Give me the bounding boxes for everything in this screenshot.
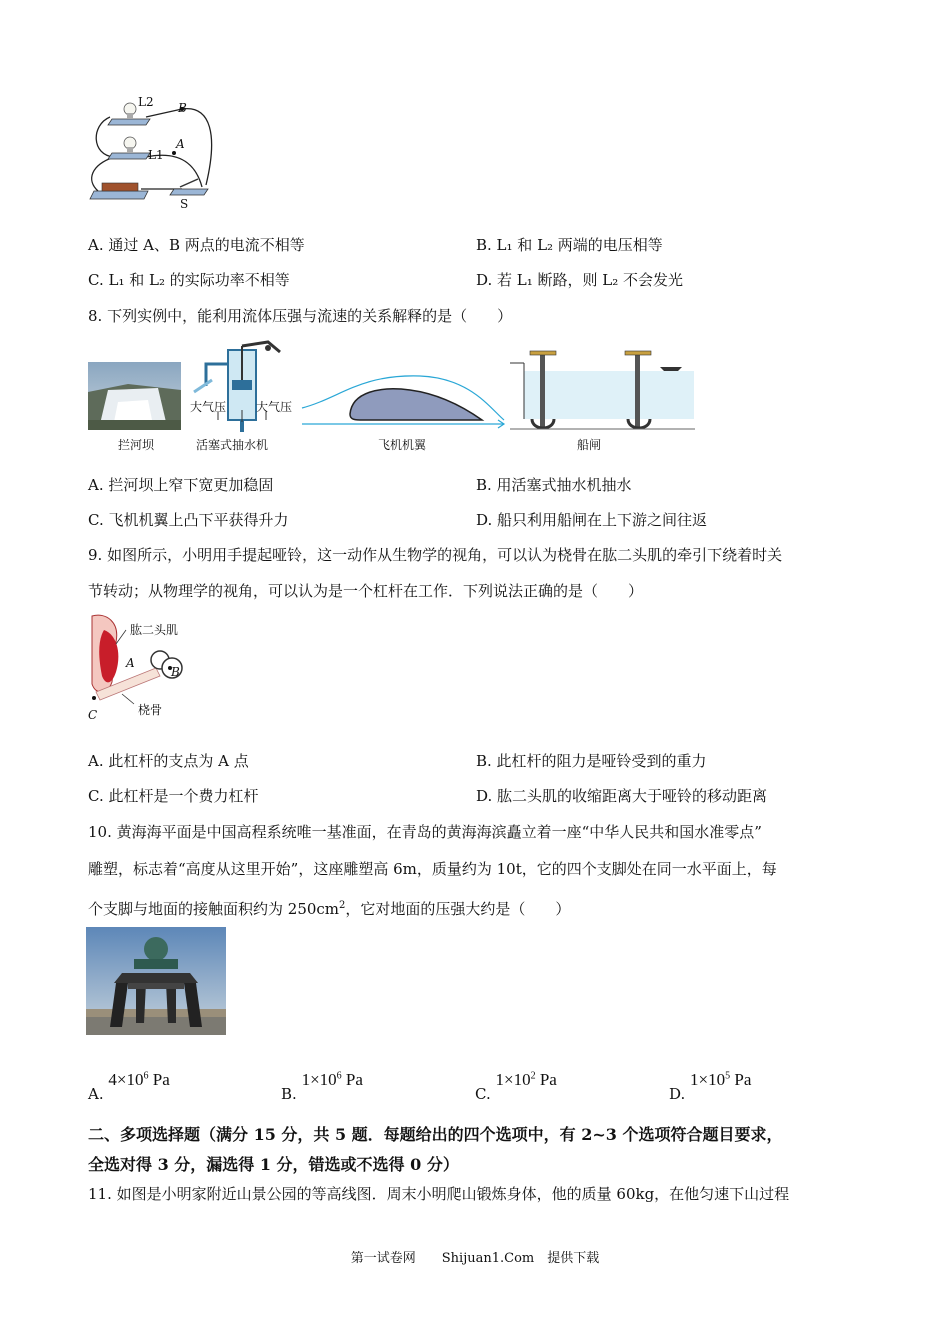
label-pump: 活塞式抽水机: [196, 438, 269, 452]
q7-option-b: B. L₁ 和 L₂ 两端的电压相等: [476, 236, 663, 254]
label-point-b: B: [171, 665, 180, 679]
q8-option-d: D. 船只利用船闸在上下游之间往返: [476, 511, 708, 529]
q9-stem-line2: 节转动；从物理学的视角，可以认为是一个杠杆在工作．下列说法正确的是（ ）: [88, 582, 644, 600]
label-l1: L1: [148, 148, 164, 162]
q8-option-b: B. 用活塞式抽水机抽水: [476, 476, 632, 494]
q9-option-a: A. 此杠杆的支点为 A 点: [88, 752, 249, 770]
q10-stem-line2: 雕塑，标志着“高度从这里开始”，这座雕塑高 6m，质量约为 10t，它的四个支脚处在同一水平面上，每: [88, 860, 777, 878]
label-b: B: [178, 101, 187, 115]
page-footer: 第一试卷网 Shijuan1.Com 提供下载: [350, 1251, 600, 1266]
q7-option-c: C. L₁ 和 L₂ 的实际功率不相等: [88, 271, 290, 289]
q10-stem-line3-post: ，它对地面的压强大约是（ ）: [345, 900, 571, 918]
section2-heading-line1: 二、多项选择题（满分 15 分，共 5 题．每题给出的四个选项中，有 2~3 个选项符合题目要求，: [88, 1125, 783, 1144]
q10-option-a: A. $4\times 10^6$ Pa: [88, 1069, 170, 1103]
label-atm-right: 大气压: [256, 400, 293, 414]
label-point-c: C: [88, 708, 98, 722]
label-lock: 船闸: [577, 438, 602, 452]
label-muscle: 肱二头肌: [130, 623, 179, 637]
monument-photo: [86, 927, 226, 1035]
q9-stem-line1: 9. 如图所示，小明用手提起哑铃，这一动作从生物学的视角，可以认为桡骨在肱二头肌的牵引下绕着时关: [88, 546, 783, 564]
piston-pump-figure: [188, 340, 298, 435]
label-dam: 拦河坝: [118, 438, 155, 452]
q8-stem: 8. 下列实例中，能利用流体压强与流速的关系解释的是（ ）: [88, 307, 513, 325]
q8-option-c: C. 飞机机翼上凸下平获得升力: [88, 511, 289, 529]
q10-stem-sup: 2: [339, 900, 346, 911]
q7-option-a: A. 通过 A、B 两点的电流不相等: [88, 236, 305, 254]
ship-lock-figure: [510, 345, 695, 435]
label-s: S: [180, 197, 189, 211]
q9-option-b: B. 此杠杆的阻力是哑铃受到的重力: [476, 752, 707, 770]
q11-stem-line1: 11. 如图是小明家附近山景公园的等高线图．周末小明爬山锻炼身体，他的质量 60kg，在他匀速下山过程: [88, 1185, 790, 1203]
label-l2: L2: [138, 95, 154, 109]
q7-option-d: D. 若 L₁ 断路，则 L₂ 不会发光: [476, 271, 684, 289]
label-bone: 桡骨: [138, 703, 163, 717]
q9-option-d: D. 肱二头肌的收缩距离大于哑铃的移动距离: [476, 787, 768, 805]
section2-heading-line2: 全选对得 3 分，漏选得 1 分，错选或不选得 0 分）: [88, 1155, 459, 1174]
q10-stem-line1: 10. 黄海海平面是中国高程系统唯一基准面，在青岛的黄海海滨矗立着一座“中华人民共和国水准零点”: [88, 823, 762, 841]
q10-stem-line3-pre: 个支脚与地面的接触面积约为 250cm: [88, 900, 340, 918]
q10-option-b: B. $1\times 10^6$ Pa: [281, 1069, 363, 1103]
dam-photo: [88, 362, 181, 430]
q9-option-c: C. 此杠杆是一个费力杠杆: [88, 787, 259, 805]
wing-figure: [300, 368, 506, 433]
label-point-a: A: [126, 656, 135, 670]
label-wing: 飞机机翼: [378, 438, 427, 452]
q8-option-a: A. 拦河坝上窄下宽更加稳固: [88, 476, 274, 494]
q10-option-c: C. $1\times 10^2$ Pa: [475, 1069, 557, 1103]
q10-stem-line3: [88, 896, 570, 919]
label-a: A: [176, 137, 185, 151]
q10-option-d: D. $1\times 10^5$ Pa: [669, 1069, 752, 1103]
label-atm-left: 大气压: [190, 400, 227, 414]
